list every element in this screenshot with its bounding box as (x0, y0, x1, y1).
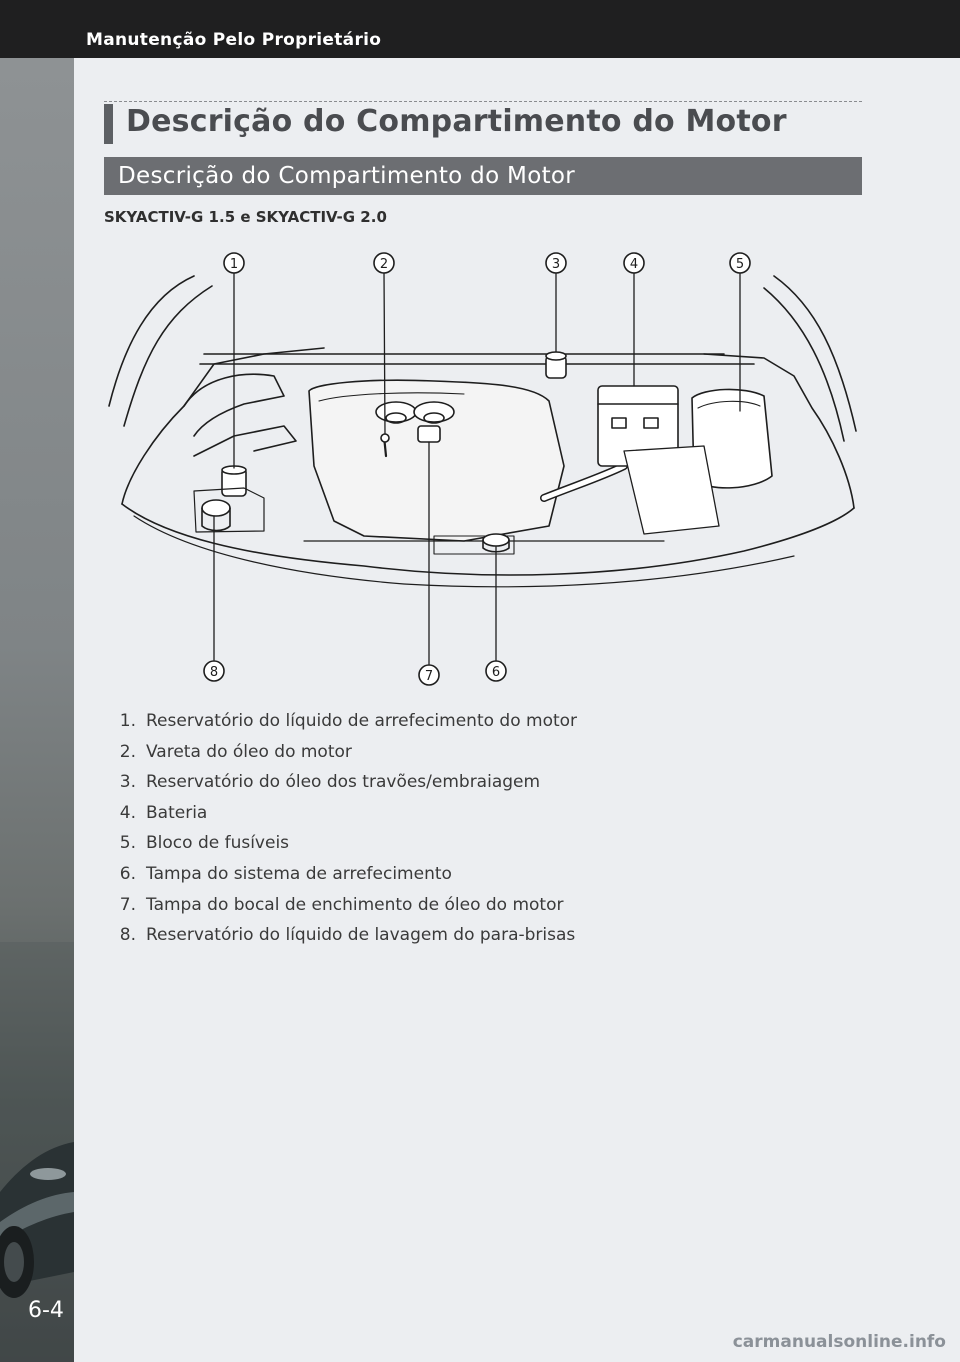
item-number: 1. (119, 711, 136, 731)
callout-8 (204, 661, 224, 681)
item-text: Reservatório do óleo dos travões/embraiagem (146, 772, 541, 793)
callout-6 (486, 661, 506, 681)
item-text: Vareta do óleo do motor (146, 741, 352, 762)
watermark-link[interactable]: carmanualsonline.info (732, 1332, 946, 1352)
callout-1 (224, 253, 244, 273)
item-text: Reservatório do líquido de arrefecimento do motor (146, 711, 578, 731)
callout-5 (730, 253, 750, 273)
list-item (104, 800, 577, 831)
item-number: 8. (119, 925, 136, 946)
callout-2-label: 2 (379, 257, 389, 272)
section-title: Manutenção Pelo Proprietário (86, 30, 382, 50)
subheading-bar (104, 157, 862, 195)
list-item (104, 769, 577, 800)
item-number: 6. (119, 863, 136, 884)
heading-marker (104, 104, 113, 144)
list-item (104, 922, 577, 953)
header-bar (0, 0, 960, 58)
item-text: Tampa do bocal de enchimento de óleo do motor (146, 894, 564, 915)
item-text: Bateria (146, 802, 208, 823)
engine-compartment-diagram (104, 236, 862, 692)
item-number: 3. (119, 772, 136, 793)
callout-3 (546, 253, 566, 273)
item-number: 2. (119, 741, 136, 762)
list-item (104, 708, 577, 739)
item-number: 4. (119, 802, 136, 823)
callout-4-label: 4 (629, 257, 639, 272)
callout-4 (624, 253, 644, 273)
list-item (104, 892, 577, 923)
engine-variant-label: SKYACTIV-G 1.5 e SKYACTIV-G 2.0 (104, 208, 387, 226)
item-text: Reservatório do líquido de lavagem do para-brisas (146, 925, 576, 946)
list-item (104, 739, 577, 770)
page-heading: Descrição do Compartimento do Motor (126, 104, 787, 139)
item-text: Tampa do sistema de arrefecimento (146, 863, 452, 884)
page-number: 6-4 (28, 1298, 64, 1323)
callout-8-label: 8 (209, 665, 219, 680)
item-number: 7. (119, 894, 136, 915)
callout-3-label: 3 (551, 257, 561, 272)
callout-2 (374, 253, 394, 273)
list-item (104, 861, 577, 892)
callout-6-label: 6 (491, 665, 501, 680)
callout-1-label: 1 (229, 257, 239, 272)
callout-7 (419, 665, 439, 685)
callout-5-label: 5 (735, 257, 745, 272)
heading-rule (104, 101, 862, 102)
subheading: Descrição do Compartimento do Motor (118, 163, 576, 189)
callout-7-label: 7 (424, 669, 434, 684)
item-number: 5. (119, 833, 136, 854)
parts-list (104, 708, 577, 953)
side-strip (0, 58, 74, 1362)
list-item (104, 830, 577, 861)
item-text: Bloco de fusíveis (146, 833, 290, 854)
